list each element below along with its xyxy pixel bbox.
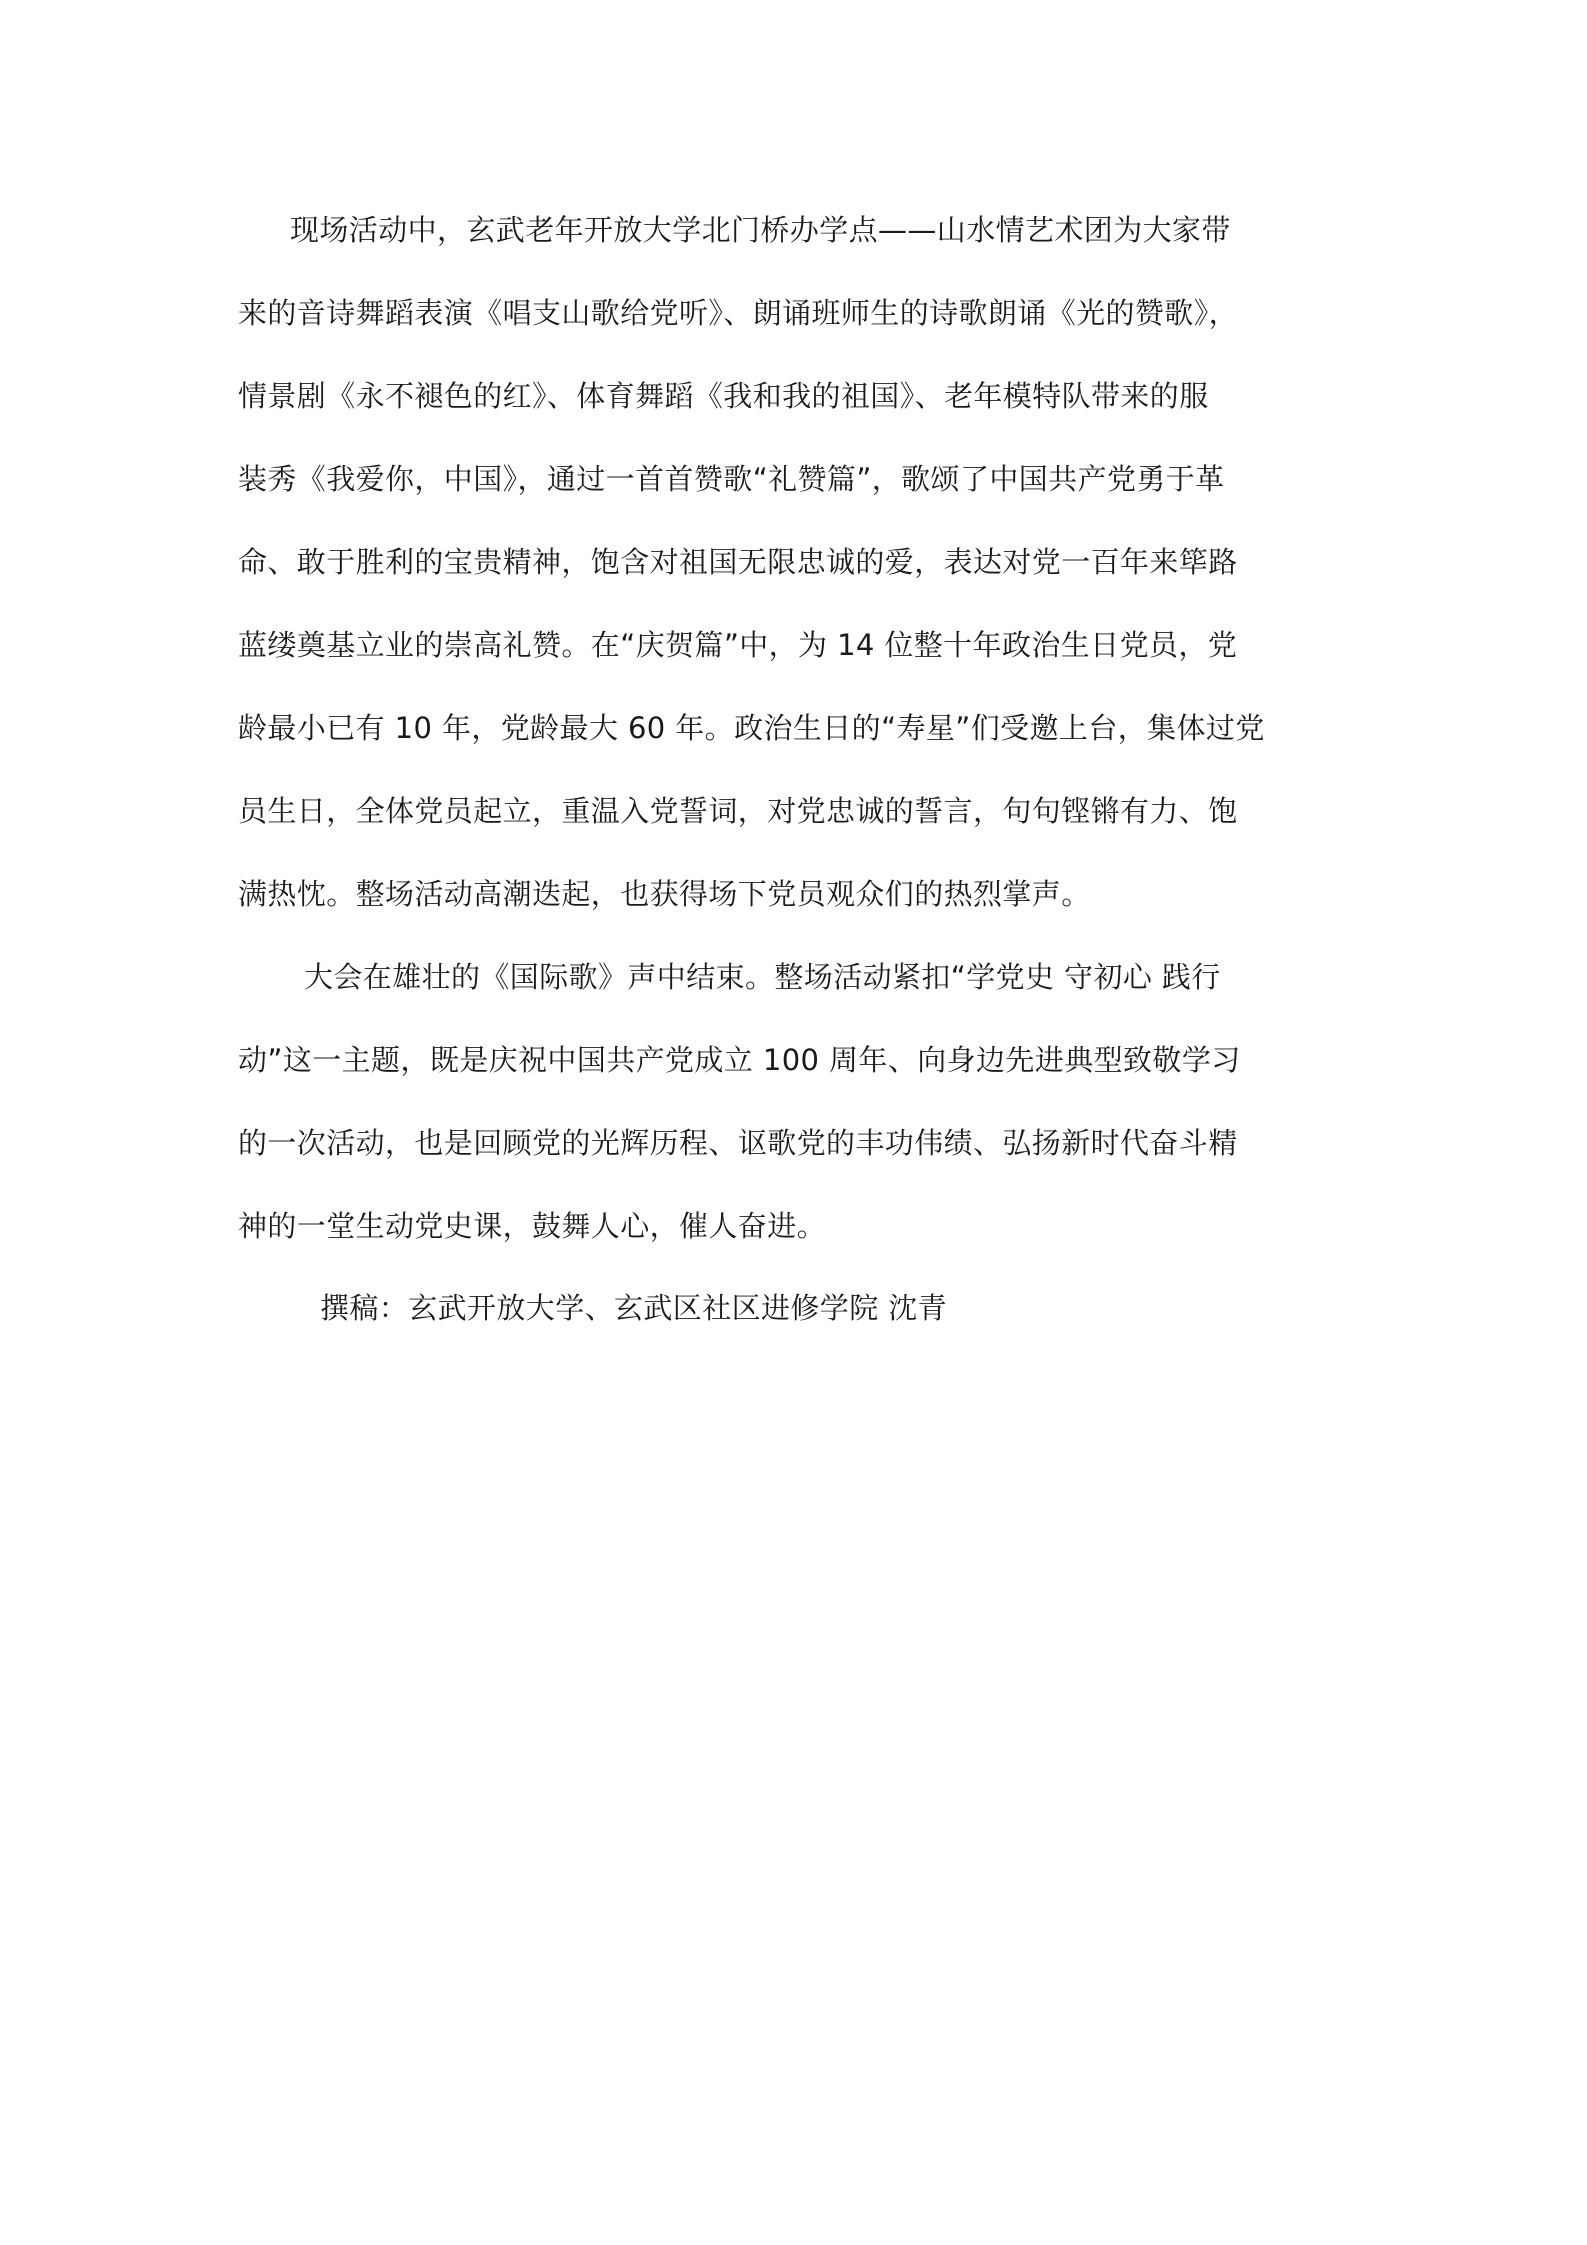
paragraph-1-line: 员生日，全体党员起立，重温入党誓词，对党忠诚的誓言，句句铿锵有力、饱 [238,794,1238,828]
paragraph-1-line: 蓝缕奠基立业的崇高礼赞。在“庆贺篇”中，为 14 位整十年政治生日党员，党 [238,628,1238,662]
paragraph-2-line: 的一次活动，也是回顾党的光辉历程、讴歌党的丰功伟绩、弘扬新时代奋斗精 [238,1126,1238,1160]
paragraph-2-line: 大会在雄壮的《国际歌》声中结束。整场活动紧扣“学党史 守初心 践行 [304,960,1221,994]
paragraph-1-line: 龄最小已有 10 年，党龄最大 60 年。政治生日的“寿星”们受邀上台，集体过党 [238,711,1265,745]
paragraph-1-line: 装秀《我爱你，中国》，通过一首首赞歌“礼赞篇”，歌颂了中国共产党勇于革 [238,462,1225,496]
paragraph-2-line: 动”这一主题，既是庆祝中国共产党成立 100 周年、向身边先进典型致敬学习 [238,1043,1241,1077]
paragraph-1-line: 现场活动中，玄武老年开放大学北门桥办学点——山水情艺术团为大家带 [290,213,1231,247]
paragraph-1-line: 满热忱。整场活动高潮迭起，也获得场下党员观众们的热烈掌声。 [238,877,1091,911]
paragraph-1-line: 来的音诗舞蹈表演《唱支山歌给党听》、朗诵班师生的诗歌朗诵《光的赞歌》， [238,296,1239,330]
byline: 撰稿：玄武开放大学、玄武区社区进修学院 沈青 [320,1291,948,1325]
paragraph-1-line: 命、敢于胜利的宝贵精神，饱含对祖国无限忠诚的爱，表达对党一百年来筚路 [238,545,1238,579]
paragraph-2-line: 神的一堂生动党史课，鼓舞人心，催人奋进。 [238,1209,827,1243]
paragraph-1-line: 情景剧《永不褪色的红》、体育舞蹈《我和我的祖国》、老年模特队带来的服 [238,379,1209,413]
